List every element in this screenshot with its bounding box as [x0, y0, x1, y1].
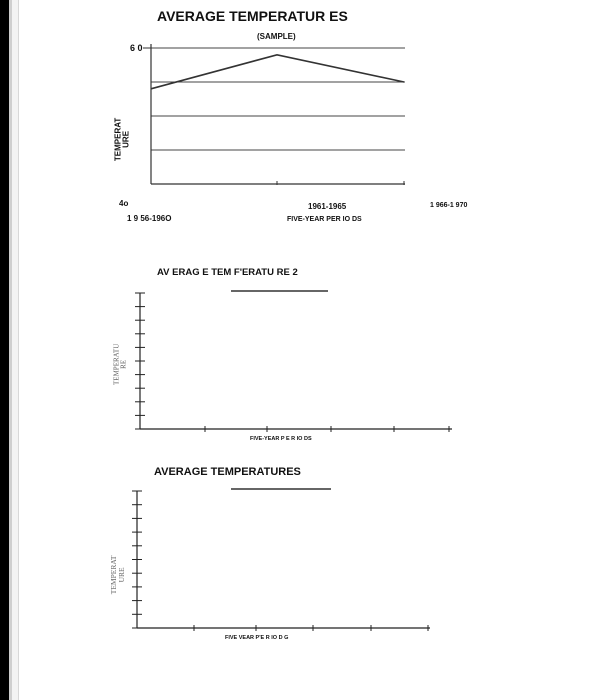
chart3-xlabel: FIVE VEAR P'E R IO D G: [225, 635, 289, 641]
chart2-xlabel: FIVE-YEAR P E R IO DS: [250, 436, 312, 442]
chart1-xtick-label: 1961-1965: [308, 202, 347, 211]
chart2-title: AV ERAG E TEM F'ERATU RE 2: [157, 267, 298, 278]
chart3-title: AVERAGE TEMPERATURES: [154, 466, 301, 478]
chart1-ylabel-line1: TEMPERAT: [113, 117, 123, 162]
chart1-xlabel: FIVE-YEAR PER IO DS: [287, 216, 362, 223]
chart1-ytick-bottom: 4o: [119, 199, 129, 208]
chart1-ytick-top: 6 0: [130, 43, 143, 53]
chart1-ylabel-line2: URE: [122, 130, 131, 148]
chart3-ylabel-line1: TEMPERAT: [109, 555, 119, 595]
chart1-subtitle: (SAMPLE): [257, 32, 296, 41]
chart2-ylabel-line1: TEMPERATU: [112, 343, 121, 385]
chart1-xtick-label: 1 9 56-196O: [127, 214, 172, 223]
chart1-xtick-label: 1 966-1 970: [430, 202, 468, 209]
chart3-ylabel-line2: URE: [117, 567, 126, 583]
chart2-ylabel-line2: RE: [120, 359, 128, 369]
chart1-title: AVERAGE TEMPERATUR ES: [157, 8, 348, 24]
